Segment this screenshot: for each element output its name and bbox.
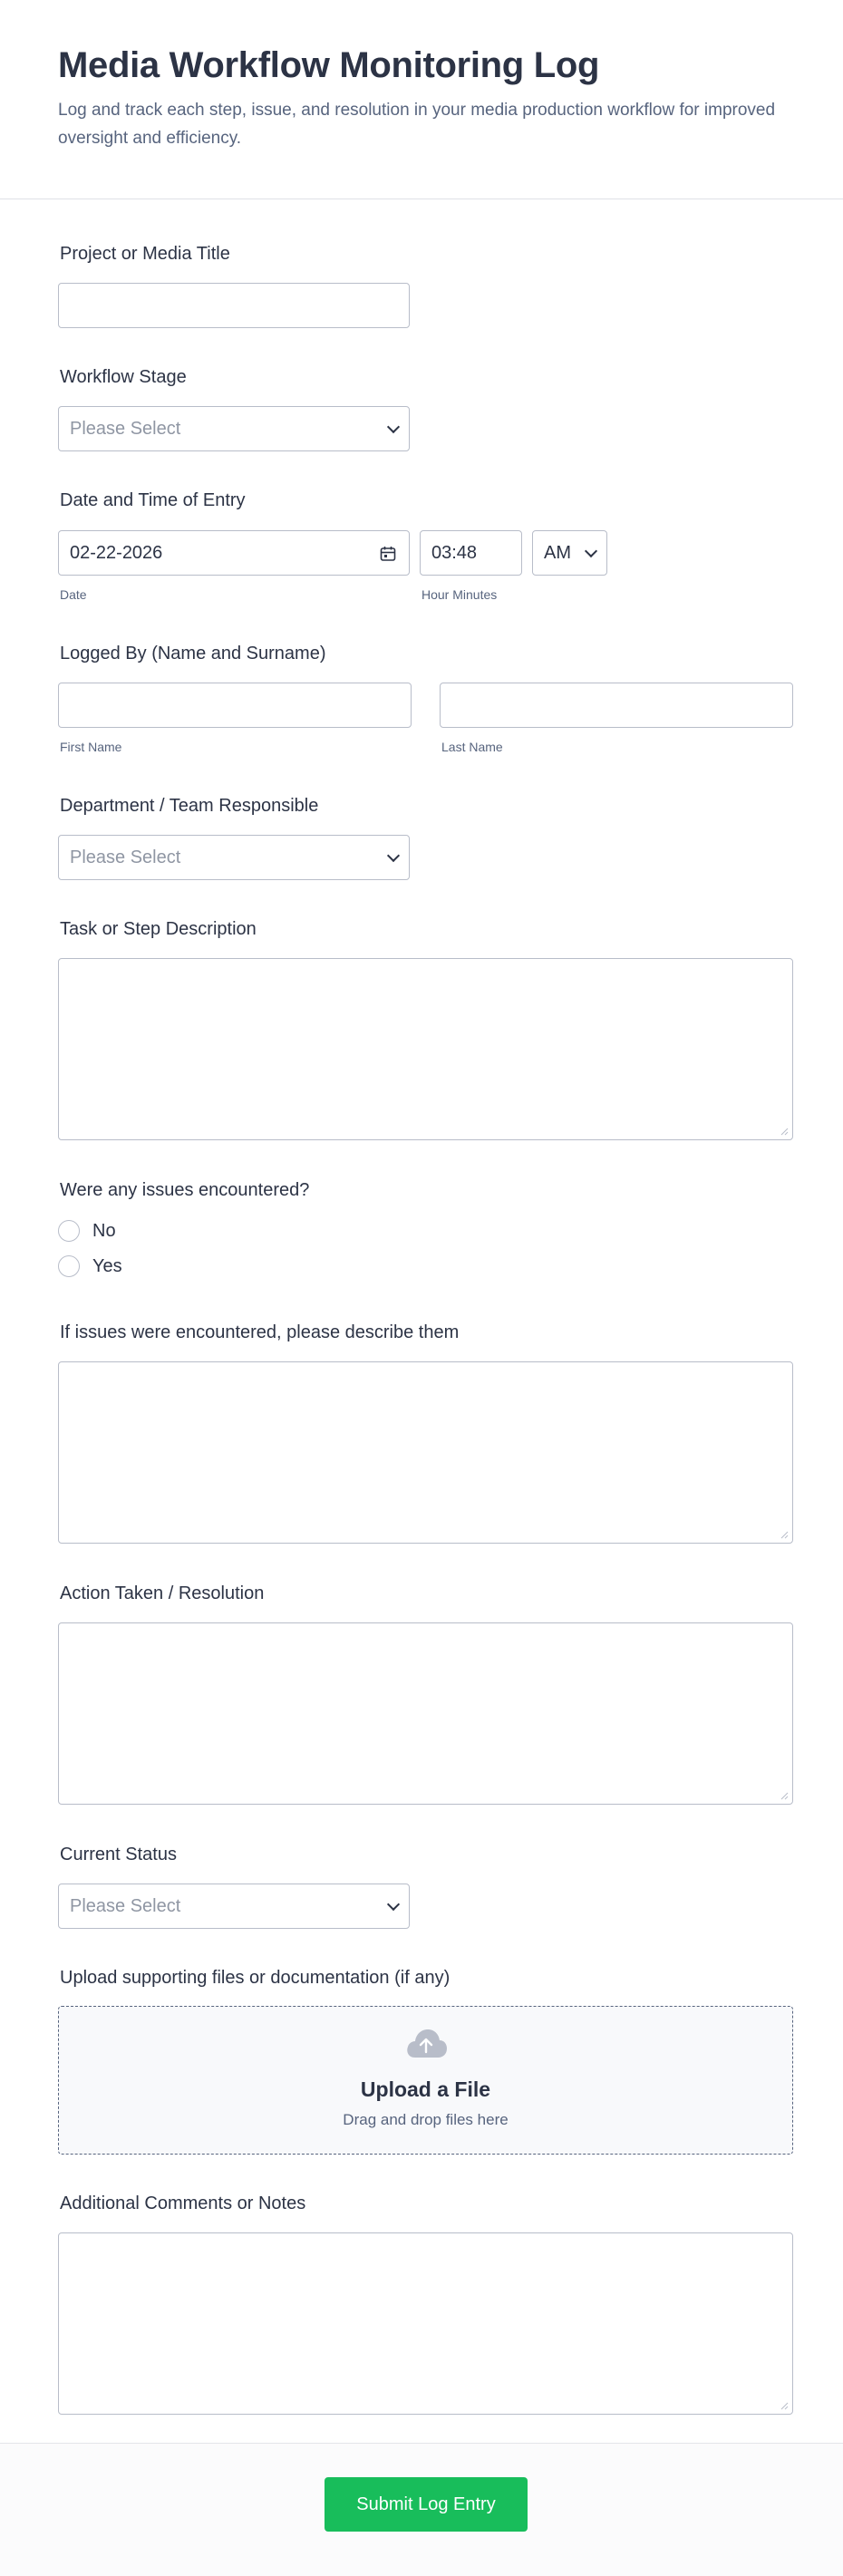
ampm-value: AM — [544, 542, 571, 563]
chevron-down-icon — [387, 849, 400, 862]
page-title: Media Workflow Monitoring Log — [58, 45, 600, 85]
time-value: 03:48 — [431, 542, 478, 563]
chevron-down-icon — [585, 545, 597, 557]
workflow-stage-placeholder: Please Select — [70, 418, 181, 439]
date-input[interactable] — [58, 530, 410, 576]
ampm-select[interactable] — [532, 530, 607, 576]
time-sublabel: Hour Minutes — [422, 587, 498, 602]
form-header — [0, 0, 843, 199]
submit-button[interactable]: Submit Log Entry — [325, 2477, 528, 2532]
radio-option-no[interactable] — [58, 1220, 116, 1242]
resize-handle-icon[interactable] — [780, 1127, 789, 1136]
issues-label: Were any issues encountered? — [60, 1180, 310, 1200]
radio-option-yes[interactable] — [58, 1255, 122, 1277]
issues-description-textarea[interactable] — [58, 1361, 793, 1544]
time-input[interactable] — [420, 530, 522, 576]
radio-button[interactable] — [58, 1220, 80, 1242]
date-sublabel: Date — [60, 587, 87, 602]
workflow-stage-select[interactable] — [58, 406, 410, 451]
last-name-sublabel: Last Name — [441, 740, 503, 754]
date-time-label: Date and Time of Entry — [60, 490, 246, 510]
task-description-label: Task or Step Description — [60, 919, 257, 939]
date-value: 02-22-2026 — [70, 542, 163, 563]
chevron-down-icon — [387, 1898, 400, 1911]
current-status-placeholder: Please Select — [70, 1895, 181, 1916]
radio-label-yes: Yes — [92, 1255, 122, 1276]
first-name-input[interactable] — [58, 683, 412, 728]
issues-description-label: If issues were encountered, please describe them — [60, 1322, 460, 1342]
department-select[interactable] — [58, 835, 410, 880]
form-footer — [0, 2443, 843, 2576]
comments-label: Additional Comments or Notes — [60, 2193, 306, 2213]
upload-label: Upload supporting files or documentation (if any) — [60, 1968, 451, 1988]
first-name-sublabel: First Name — [60, 740, 122, 754]
resize-handle-icon[interactable] — [780, 1530, 789, 1539]
radio-label-no: No — [92, 1220, 116, 1241]
action-taken-label: Action Taken / Resolution — [60, 1583, 265, 1603]
department-placeholder: Please Select — [70, 847, 181, 867]
department-label: Department / Team Responsible — [60, 796, 319, 816]
file-upload-dropzone[interactable] — [58, 2006, 793, 2155]
upload-title: Upload a File — [360, 2077, 491, 2101]
logged-by-label: Logged By (Name and Surname) — [60, 644, 326, 663]
project-title-input[interactable] — [58, 283, 410, 328]
last-name-input[interactable] — [440, 683, 793, 728]
resize-handle-icon[interactable] — [780, 1791, 789, 1800]
upload-subtitle: Drag and drop files here — [343, 2111, 509, 2128]
calendar-icon[interactable] — [380, 546, 396, 562]
page-subtitle: Log and track each step, issue, and resolution in your media production workflow for improved oversight and efficiency. — [58, 101, 776, 148]
action-taken-textarea[interactable] — [58, 1622, 793, 1805]
current-status-label: Current Status — [60, 1845, 177, 1864]
current-status-select[interactable] — [58, 1884, 410, 1929]
workflow-stage-label: Workflow Stage — [60, 367, 187, 387]
chevron-down-icon — [387, 421, 400, 433]
comments-textarea[interactable] — [58, 2232, 793, 2415]
resize-handle-icon[interactable] — [780, 2401, 789, 2410]
project-title-label: Project or Media Title — [60, 244, 230, 264]
cloud-upload-icon — [404, 2027, 448, 2059]
radio-button[interactable] — [58, 1255, 80, 1277]
task-description-textarea[interactable] — [58, 958, 793, 1140]
